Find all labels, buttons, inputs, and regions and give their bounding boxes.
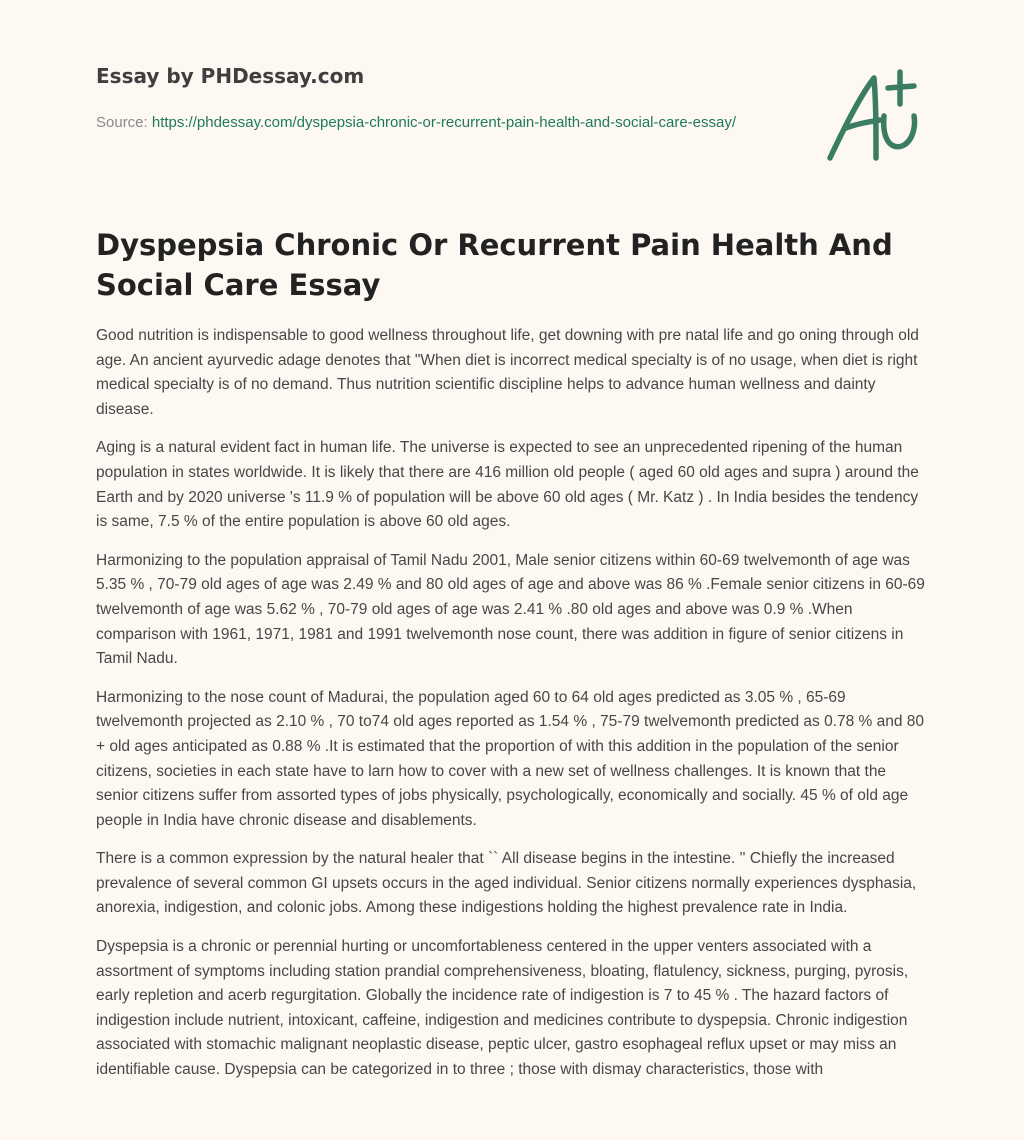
- essay-title: Dyspepsia Chronic Or Recurrent Pain Health And Social Care Essay: [96, 228, 893, 302]
- essay-paragraph: There is a common expression by the natural healer that `` All disease begins in the intestine. '' Chiefly the increased prevalence of several common GI upsets occurs in the aged individual. Senior citizens normally experiences dysphasia, anorexia, indigestion, and colonic jobs. Among these indigestions holding the highest prevalence rate in India.: [96, 850, 917, 917]
- essay-paragraph: Good nutrition is indispensable to good wellness throughout life, get downing with pre natal life and go oning through old age. An ancient ayurvedic adage denotes that "When diet is incorrect medical specialty is of no usage, when diet is right medical specialty is of no demand. Thus nutrition scientific discipline helps to advance human wellness and dainty disease.: [96, 327, 919, 418]
- page-header: [96, 0, 928, 200]
- source-link[interactable]: https://phdessay.com/dyspepsia-chronic-or-recurrent-pain-health-and-social-care-essay/: [151, 114, 737, 131]
- a-plus-logo-icon: [826, 66, 930, 166]
- essay-paragraph: Dyspepsia is a chronic or perennial hurting or uncomfortableness centered in the upper venters associated with a assortment of symptoms including station prandial comprehensiveness, bloating, flatulency, sickness, purging, pyrosis, early repletion and acerb regurgitation. Globally the incidence rate of indigestion is 7 to 45 % . The hazard factors of indigestion include nutrient, intoxicant, caffeine, indigestion and medicines contribute to dyspepsia. Chronic indigestion associated with stomachic malignant neoplastic disease, peptic ulcer, gastro esophageal reflux upset or may miss an identifiable cause. Dyspepsia can be categorized in to three ; those with dismay characteristics, those with: [96, 938, 909, 1079]
- site-title: Essay by PHDessay.com: [96, 64, 365, 88]
- essay-paragraph: Harmonizing to the population appraisal of Tamil Nadu 2001, Male senior citizens within 60-69 twelvemonth of age was 5.35 % , 70-79 old ages of age was 2.49 % and 80 old ages of age and above was 86 % .Female senior citizens in 60-69 twelvemonth of age was 5.62 % , 70-79 old ages of age was 2.41 % .80 old ages and above was 0.9 % .When comparison with 1961, 1971, 1981 and 1991 twelvemonth nose count, there was addition in figure of senior citizens in Tamil Nadu.: [96, 551, 925, 668]
- source-line: [96, 112, 756, 134]
- essay-body: [96, 324, 928, 1083]
- source-label: Source:: [96, 114, 148, 131]
- essay-paragraph: Aging is a natural evident fact in human life. The universe is expected to see an unprecedented ripening of the human population in states worldwide. It is likely that there are 416 million old people ( aged 60 old ages and supra ) around the Earth and by 2020 universe 's 11.9 % of population will be above 60 old ages ( Mr. Katz ) . In India besides the tendency is same, 7.5 % of the entire population is above 60 old ages.: [96, 439, 919, 531]
- essay-paragraph: Harmonizing to the nose count of Madurai, the population aged 60 to 64 old ages predicted as 3.05 % , 65-69 twelvemonth projected as 2.10 % , 70 to74 old ages reported as 1.54 % , 75-79 twelvemonth predicted as 0.78 % and 80 + old ages anticipated as 0.88 % .It is estimated that the proportion of with this addition in the population of the senior citizens, societies in each state have to larn how to cover with a new set of wellness challenges. It is known that the senior citizens suffer from assorted types of jobs physically, psychologically, economically and socially. 45 % of old age people in India have chronic disease and disablements.: [96, 688, 925, 829]
